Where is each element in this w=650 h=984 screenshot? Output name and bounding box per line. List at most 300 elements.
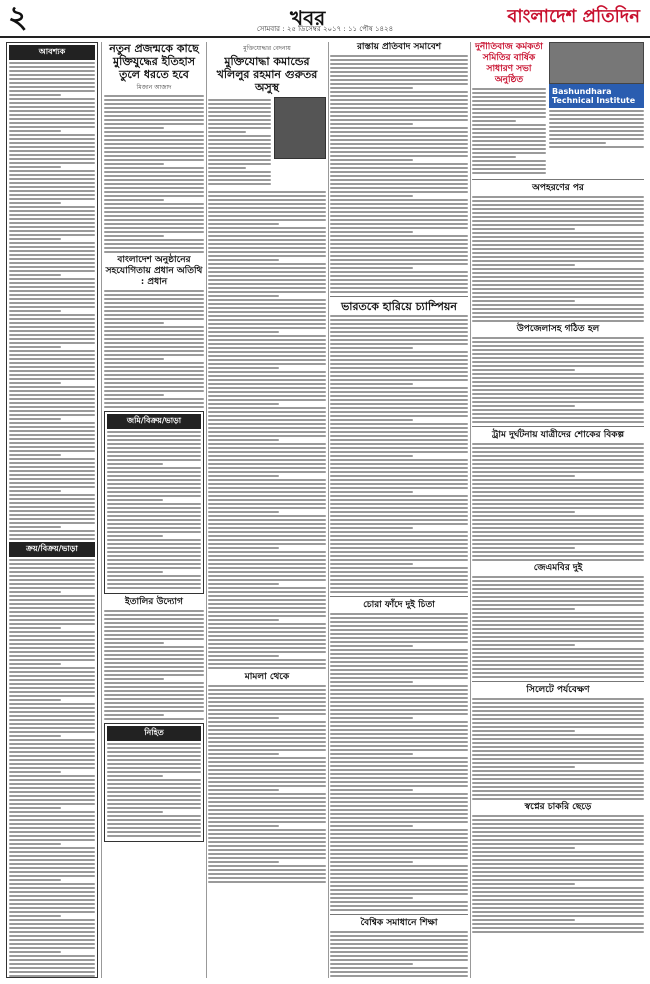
text-line — [208, 439, 279, 441]
text-line — [9, 290, 95, 292]
text-line — [9, 270, 95, 272]
text-line — [330, 275, 468, 277]
text-line — [472, 443, 644, 445]
text-line — [107, 531, 201, 533]
text-line — [104, 690, 204, 692]
text-line — [330, 721, 468, 723]
text-line — [9, 114, 95, 116]
text-line — [330, 947, 468, 949]
text-line — [107, 779, 201, 781]
text-line — [208, 415, 326, 417]
text-line — [330, 395, 468, 397]
text-line — [330, 331, 468, 333]
text-line — [208, 335, 326, 337]
text-line — [107, 755, 201, 757]
text-line — [330, 901, 468, 903]
text-line — [330, 159, 413, 161]
text-line — [107, 439, 201, 441]
text-line — [9, 651, 95, 653]
headline-liberation-history: নতুন প্রজন্মকে কাছে মুক্তিযুদ্ধের ইতিহাস তুলে ধরতে হবে — [109, 42, 199, 81]
text-line — [9, 470, 95, 472]
text-line — [472, 495, 644, 497]
text-line — [330, 479, 468, 481]
text-line — [208, 287, 326, 289]
text-line — [208, 283, 326, 285]
text-line — [472, 353, 644, 355]
text-line — [9, 631, 95, 633]
text-line — [472, 413, 644, 415]
text-line — [104, 155, 204, 157]
text-line — [330, 531, 468, 533]
text-line — [208, 411, 326, 413]
column-rule — [328, 42, 329, 978]
text-line — [208, 127, 271, 129]
text-line — [9, 326, 95, 328]
text-line — [208, 873, 326, 875]
text-line — [472, 268, 644, 270]
text-line — [472, 308, 644, 310]
text-line — [472, 835, 644, 837]
text-line — [330, 801, 468, 803]
text-line — [9, 803, 95, 805]
article-body — [330, 315, 468, 593]
text-line — [208, 403, 279, 405]
text-line — [208, 299, 326, 301]
text-line — [330, 729, 468, 731]
article-body — [330, 55, 468, 293]
text-line — [104, 618, 204, 620]
text-line — [330, 291, 468, 293]
text-line — [330, 355, 468, 357]
text-line — [9, 975, 95, 977]
text-line — [104, 119, 204, 121]
text-line — [208, 171, 271, 173]
text-line — [472, 405, 575, 407]
text-line — [9, 510, 95, 512]
text-line — [9, 246, 95, 248]
text-line — [472, 140, 546, 142]
text-line — [104, 706, 204, 708]
text-line — [330, 951, 468, 953]
text-line — [330, 563, 413, 565]
text-line — [104, 382, 204, 384]
text-line — [472, 369, 575, 371]
text-line — [9, 567, 95, 569]
headline-champion: ভারতকে হারিয়ে চ্যাম্পিয়ন — [341, 300, 457, 313]
text-line — [208, 371, 326, 373]
text-line — [330, 427, 468, 429]
text-line — [472, 341, 644, 343]
text-line — [330, 657, 468, 659]
text-line — [9, 923, 95, 925]
text-line — [472, 288, 644, 290]
text-line — [9, 683, 95, 685]
text-line — [208, 853, 326, 855]
text-line — [104, 698, 204, 700]
text-line — [9, 450, 95, 452]
text-line — [208, 559, 326, 561]
text-line — [330, 271, 468, 273]
text-line — [107, 575, 201, 577]
text-line — [472, 204, 644, 206]
text-line — [9, 226, 95, 228]
text-line — [104, 354, 204, 356]
text-line — [330, 701, 468, 703]
text-line — [208, 503, 326, 505]
text-line — [208, 627, 326, 629]
text-line — [472, 256, 644, 258]
text-line — [330, 107, 468, 109]
text-line — [9, 146, 95, 148]
text-line — [208, 877, 326, 879]
text-line — [9, 875, 95, 877]
text-line — [104, 314, 204, 316]
text-line — [472, 652, 644, 654]
text-line — [208, 219, 326, 221]
text-line — [208, 765, 326, 767]
text-line — [208, 331, 279, 333]
text-line — [472, 108, 546, 110]
text-line — [9, 847, 95, 849]
text-line — [208, 701, 326, 703]
text-line — [472, 373, 644, 375]
text-line — [107, 811, 163, 813]
text-line — [472, 559, 644, 561]
article-body — [330, 613, 468, 911]
text-line — [107, 547, 201, 549]
text-line — [9, 839, 95, 841]
text-line — [104, 318, 204, 320]
text-line — [330, 443, 468, 445]
text-line — [104, 634, 204, 636]
text-line — [330, 693, 468, 695]
text-line — [208, 881, 326, 883]
text-line — [472, 831, 644, 833]
text-line — [208, 351, 326, 353]
text-line — [104, 366, 204, 368]
text-line — [472, 535, 644, 537]
text-line — [104, 103, 204, 105]
column-five — [472, 42, 644, 978]
text-line — [330, 551, 468, 553]
article-body — [208, 685, 326, 883]
text-line — [9, 791, 95, 793]
text-line — [330, 527, 413, 529]
article-body — [472, 698, 644, 800]
masthead — [0, 0, 650, 38]
text-line — [104, 231, 204, 233]
text-line — [208, 275, 326, 277]
headline-protest: রাস্তায় প্রতিবাদ সমাবেশ — [356, 42, 442, 52]
text-line — [9, 206, 95, 208]
text-line — [9, 607, 95, 609]
text-line — [9, 494, 95, 496]
text-line — [472, 232, 644, 234]
text-line — [472, 337, 644, 339]
text-line — [330, 503, 468, 505]
text-line — [330, 435, 468, 437]
text-line — [330, 555, 468, 557]
text-line — [9, 182, 95, 184]
text-line — [9, 506, 95, 508]
text-line — [472, 228, 575, 230]
text-line — [104, 646, 204, 648]
text-line — [330, 167, 468, 169]
text-line — [472, 499, 644, 501]
text-line — [330, 243, 468, 245]
text-line — [9, 370, 95, 372]
text-line — [472, 475, 575, 477]
text-line — [9, 671, 95, 673]
text-line — [330, 287, 468, 289]
text-line — [330, 175, 468, 177]
text-line — [330, 567, 468, 569]
text-line — [9, 935, 95, 937]
text-line — [330, 821, 468, 823]
text-line — [472, 774, 644, 776]
text-line — [104, 362, 204, 364]
text-line — [9, 587, 95, 589]
text-line — [9, 711, 95, 713]
text-line — [330, 971, 468, 973]
text-line — [9, 739, 95, 741]
text-line — [208, 455, 326, 457]
text-line — [330, 423, 468, 425]
text-line — [330, 379, 468, 381]
text-line — [9, 967, 95, 969]
text-line — [472, 244, 644, 246]
text-line — [330, 741, 468, 743]
text-line — [104, 626, 204, 628]
text-line — [208, 399, 326, 401]
text-line — [330, 195, 413, 197]
divider — [472, 179, 644, 180]
text-line — [9, 771, 61, 773]
text-line — [107, 487, 201, 489]
text-line — [104, 171, 204, 173]
text-line — [9, 903, 95, 905]
text-line — [472, 276, 644, 278]
text-line — [208, 147, 271, 149]
text-line — [472, 507, 644, 509]
text-line — [472, 393, 644, 395]
text-line — [208, 753, 279, 755]
text-line — [9, 378, 95, 380]
text-line — [104, 638, 204, 640]
text-line — [330, 955, 468, 957]
text-line — [208, 841, 326, 843]
text-line — [472, 855, 644, 857]
text-line — [472, 531, 644, 533]
text-line — [472, 483, 644, 485]
text-line — [330, 967, 468, 969]
text-line — [9, 863, 95, 865]
text-line — [9, 258, 95, 260]
text-line — [330, 629, 468, 631]
text-line — [472, 742, 644, 744]
text-line — [208, 693, 326, 695]
text-line — [472, 172, 546, 174]
text-line — [472, 397, 644, 399]
text-line — [9, 82, 95, 84]
text-line — [472, 132, 546, 134]
text-line — [330, 645, 413, 647]
article-body — [104, 95, 204, 253]
text-line — [208, 463, 326, 465]
text-line — [107, 527, 201, 529]
text-line — [472, 156, 516, 158]
text-line — [104, 350, 204, 352]
text-line — [330, 383, 413, 385]
text-line — [472, 576, 644, 578]
text-line — [472, 672, 644, 674]
text-line — [208, 829, 326, 831]
text-line — [330, 713, 468, 715]
text-line — [472, 236, 644, 238]
text-line — [208, 861, 279, 863]
text-line — [330, 621, 468, 623]
divider — [330, 914, 468, 915]
text-line — [472, 361, 644, 363]
text-line — [9, 595, 95, 597]
text-line — [330, 91, 468, 93]
text-line — [9, 871, 95, 873]
text-line — [330, 935, 468, 937]
text-line — [104, 390, 204, 392]
text-line — [330, 829, 468, 831]
text-line — [107, 523, 201, 525]
text-line — [9, 150, 95, 152]
text-line — [104, 658, 204, 660]
text-line — [208, 175, 271, 177]
text-line — [330, 207, 468, 209]
text-line — [208, 419, 326, 421]
text-line — [9, 502, 95, 504]
text-line — [208, 255, 326, 257]
text-line — [9, 522, 95, 524]
text-line — [104, 251, 204, 253]
text-line — [208, 511, 279, 513]
text-line — [9, 807, 61, 809]
text-line — [208, 729, 326, 731]
text-line — [208, 251, 326, 253]
text-line — [472, 664, 644, 666]
text-line — [330, 507, 468, 509]
text-line — [208, 263, 326, 265]
text-line — [472, 915, 644, 917]
text-line — [104, 239, 204, 241]
text-line — [330, 239, 468, 241]
text-line — [330, 215, 468, 217]
text-line — [104, 718, 204, 720]
text-line — [208, 563, 326, 565]
text-line — [330, 737, 468, 739]
text-line — [9, 627, 61, 629]
text-line — [472, 152, 546, 154]
text-line — [208, 603, 326, 605]
text-line — [107, 535, 163, 537]
text-line — [104, 678, 164, 680]
text-line — [330, 757, 468, 759]
text-line — [9, 158, 95, 160]
text-line — [104, 398, 204, 400]
text-line — [208, 725, 326, 727]
text-line — [104, 654, 204, 656]
text-line — [472, 551, 644, 553]
text-line — [9, 919, 95, 921]
text-line — [472, 790, 644, 792]
text-line — [9, 655, 95, 657]
text-line — [9, 971, 95, 973]
text-line — [9, 559, 95, 561]
text-line — [472, 656, 644, 658]
text-line — [104, 247, 204, 249]
text-line — [9, 318, 95, 320]
text-line — [104, 674, 204, 676]
text-line — [107, 803, 201, 805]
text-line — [472, 479, 644, 481]
text-line — [107, 551, 201, 553]
text-line — [9, 963, 95, 965]
text-line — [472, 895, 644, 897]
text-line — [208, 869, 326, 871]
text-line — [104, 358, 164, 360]
text-line — [9, 955, 95, 957]
text-line — [104, 111, 204, 113]
text-line — [472, 620, 644, 622]
text-line — [208, 379, 326, 381]
text-line — [107, 795, 201, 797]
text-line — [107, 763, 201, 765]
institute-banner: Bashundhara Technical Institute — [549, 84, 644, 108]
classifieds-header: আবশ্যক — [9, 45, 95, 60]
text-line — [208, 623, 326, 625]
text-line — [9, 410, 95, 412]
text-line — [472, 714, 644, 716]
text-line — [107, 775, 163, 777]
text-line — [208, 211, 326, 213]
text-line — [330, 203, 468, 205]
text-line — [472, 280, 644, 282]
text-line — [9, 478, 95, 480]
text-line — [9, 402, 95, 404]
text-line — [472, 409, 644, 411]
text-line — [104, 402, 204, 404]
text-line — [208, 323, 326, 325]
text-line — [9, 202, 61, 204]
text-line — [208, 435, 326, 437]
text-line — [330, 171, 468, 173]
headline-sylhet: সিলেটে পর্যবেক্ষণ — [526, 685, 590, 695]
text-line — [330, 543, 468, 545]
text-line — [472, 750, 644, 752]
text-line — [330, 641, 468, 643]
text-line — [472, 592, 644, 594]
text-line — [107, 443, 201, 445]
text-line — [208, 551, 326, 553]
text-line — [208, 227, 326, 229]
text-line — [9, 719, 95, 721]
text-line — [107, 519, 201, 521]
text-line — [9, 366, 95, 368]
text-line — [107, 447, 201, 449]
text-line — [208, 471, 326, 473]
notice-box — [104, 723, 204, 842]
text-line — [330, 905, 468, 907]
text-line — [107, 555, 201, 557]
text-line — [104, 666, 204, 668]
text-line — [330, 809, 468, 811]
